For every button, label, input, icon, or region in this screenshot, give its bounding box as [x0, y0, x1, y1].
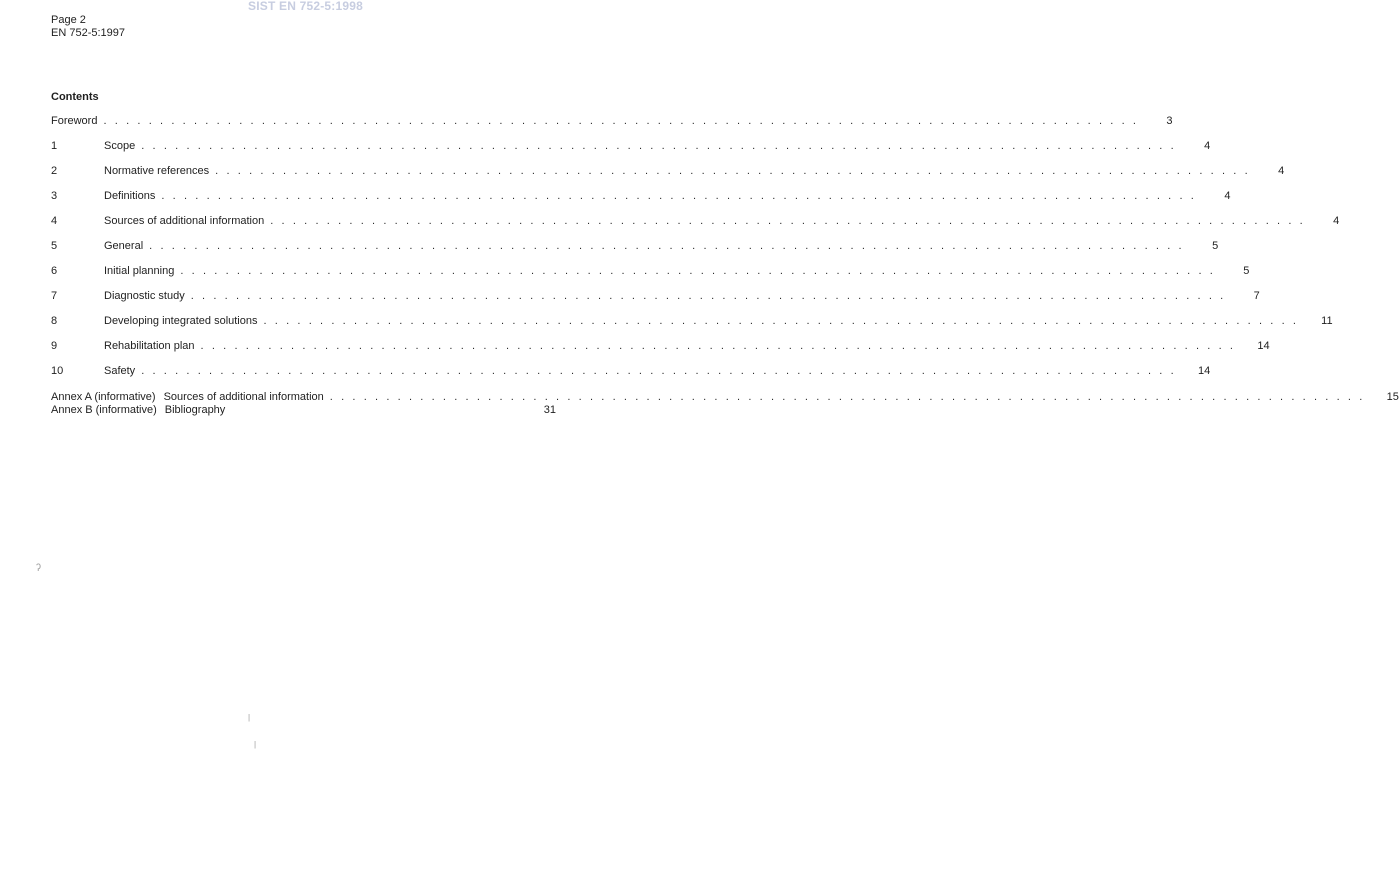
page-number-label: Page 2	[51, 14, 86, 26]
toc-entry	[51, 140, 1211, 165]
toc-entry-page: 5	[1243, 265, 1250, 277]
toc-entry	[51, 165, 1285, 190]
toc-entry-title: Initial planning	[104, 265, 175, 277]
toc-entry-number: 9	[51, 340, 58, 352]
toc-entry-title: General	[104, 240, 144, 252]
toc-entry-foreword	[51, 115, 1173, 140]
scan-artifact: |	[248, 713, 251, 722]
toc-entry-title: Foreword	[51, 115, 98, 127]
annex-title: Bibliography	[164, 404, 226, 416]
dot-leader: . . . . . . . . . . . . . . . . . . . . . . . . . . . . . . . . . . . . . . . . . . . . . . . . . . . . . . . . . . . . . . . . . . . . . . . . . . . . . . . . . . . . . . . . . . . .	[270, 215, 1306, 227]
annex-page: 31	[543, 404, 556, 416]
toc-entry-title: Normative references	[104, 165, 210, 177]
toc-entry-page: 4	[1278, 165, 1285, 177]
dot-leader: . . . . . . . . . . . . . . . . . . . . . . . . . . . . . . . . . . . . . . . . . . . . . . . . . . . . . . . . . . . . . . . . . . . . . . . . . . . . . . . . . . . . . . . . . . . .	[103, 115, 1139, 127]
toc-entry-number: 7	[51, 290, 58, 302]
annex-list	[51, 391, 1399, 417]
toc-entry-number: 3	[51, 190, 58, 202]
table-of-contents	[51, 115, 1340, 390]
toc-entry	[51, 265, 1250, 290]
watermark-text: SIST EN 752-5:1998	[248, 0, 363, 13]
toc-entry-page: 7	[1253, 290, 1260, 302]
toc-entry-title: Scope	[104, 140, 136, 152]
annex-title: Sources of additional information	[163, 391, 324, 403]
toc-entry-number: 2	[51, 165, 58, 177]
scan-artifact: |	[254, 740, 257, 749]
toc-entry-title: Sources of additional information	[104, 215, 265, 227]
dot-leader: . . . . . . . . . . . . . . . . . . . . . . . . . . . . . . . . . . . . . . . . . . . . . . . . . . . . . . . . . . . . . . . . . . . . . . . . . . . . . . . . . . . . . . . . . . . .	[161, 190, 1197, 202]
dot-leader: . . . . . . . . . . . . . . . . . . . . . . . . . . . . . . . . . . . . . . . . . . . . . . . . . . . . . . . . . . . . . . . . . . . . . . . . . . . . . . . . . . . . . . . . . . . .	[329, 391, 1365, 403]
toc-entry-number: 5	[51, 240, 58, 252]
toc-entry-page: 4	[1204, 140, 1211, 152]
dot-leader: . . . . . . . . . . . . . . . . . . . . . . . . . . . . . . . . . . . . . . . . . . . . . . . . . . . . . . . . . . . . . . . . . . . . . . . . . . . . . . . . . . . . . . . . . . . .	[141, 365, 1177, 377]
toc-entry	[51, 340, 1270, 365]
toc-entry-title: Definitions	[104, 190, 156, 202]
toc-entry-title: Safety	[104, 365, 136, 377]
toc-entry-title: Diagnostic study	[104, 290, 185, 302]
dot-leader: . . . . . . . . . . . . . . . . . . . . . . . . . . . . . . . . . . . . . . . . . . . . . . . . . . . . . . . . . . . . . . . . . . . . . . . . . . . . . . . . . . . . . . . . . . . .	[180, 265, 1216, 277]
toc-entry-page: 5	[1212, 240, 1219, 252]
toc-entry	[51, 365, 1211, 390]
toc-entry-number: 8	[51, 315, 58, 327]
toc-entry-number: 4	[51, 215, 58, 227]
annex-label: Annex A (informative)	[51, 391, 156, 403]
scan-artifact: ʔ	[36, 563, 41, 574]
toc-entry-page: 4	[1333, 215, 1340, 227]
toc-entry-page: 11	[1321, 315, 1333, 327]
toc-entry-title: Developing integrated solutions	[104, 315, 258, 327]
toc-entry-page: 14	[1198, 365, 1211, 377]
annex-label: Annex B (informative)	[51, 404, 157, 416]
dot-leader: . . . . . . . . . . . . . . . . . . . . . . . . . . . . . . . . . . . . . . . . . . . . . . . . . . . . . . . . . . . . . . . . . . . . . . . . . . . . . . . . . . . . . . . . . . . .	[141, 140, 1177, 152]
page-header	[51, 14, 125, 40]
toc-entry-page: 14	[1257, 340, 1270, 352]
annex-page: 15	[1386, 391, 1399, 403]
toc-entry	[51, 190, 1231, 215]
contents-heading: Contents	[51, 91, 99, 103]
toc-entry-annex-b	[51, 404, 556, 417]
toc-entry-number: 6	[51, 265, 58, 277]
standard-reference: EN 752-5:1997	[51, 27, 125, 39]
toc-entry-number: 1	[51, 140, 58, 152]
toc-entry	[51, 315, 1333, 340]
toc-entry	[51, 215, 1340, 240]
toc-entry	[51, 240, 1219, 265]
toc-entry	[51, 290, 1260, 315]
dot-leader: . . . . . . . . . . . . . . . . . . . . . . . . . . . . . . . . . . . . . . . . . . . . . . . . . . . . . . . . . . . . . . . . . . . . . . . . . . . . . . . . . . . . . . . . . . . .	[149, 240, 1185, 252]
toc-entry-annex-a	[51, 391, 1399, 404]
toc-entry-number: 10	[51, 365, 64, 377]
dot-leader: . . . . . . . . . . . . . . . . . . . . . . . . . . . . . . . . . . . . . . . . . . . . . . . . . . . . . . . . . . . . . . . . . . . . . . . . . . . . . . . . . . . . . . . . . . . .	[215, 165, 1251, 177]
dot-leader: . . . . . . . . . . . . . . . . . . . . . . . . . . . . . . . . . . . . . . . . . . . . . . . . . . . . . . . . . . . . . . . . . . . . . . . . . . . . . . . . . . . . . . . . . . . .	[263, 315, 1299, 327]
dot-leader: . . . . . . . . . . . . . . . . . . . . . . . . . . . . . . . . . . . . . . . . . . . . . . . . . . . . . . . . . . . . . . . . . . . . . . . . . . . . . . . . . . . . . . . . . . . .	[200, 340, 1236, 352]
toc-entry-title: Rehabilitation plan	[104, 340, 195, 352]
dot-leader: . . . . . . . . . . . . . . . . . . . . . . . . . . . . . . . . . . . . . . . . . . . . . . . . . . . . . . . . . . . . . . . . . . . . . . . . . . . . . . . . . . . . . . . . . . . .	[190, 290, 1226, 302]
toc-entry-page: 4	[1224, 190, 1231, 202]
toc-entry-page: 3	[1166, 115, 1173, 127]
